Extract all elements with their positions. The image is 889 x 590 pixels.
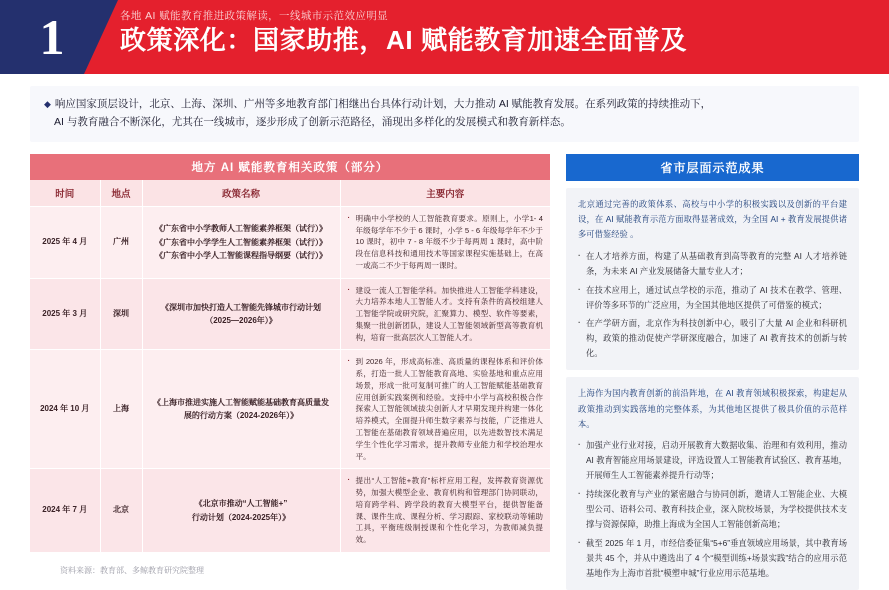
panel-card-item: · 持续深化教育与产业的紧密融合与协同创新，邀请人工智能企业、大模型公司、语料公司、教育科技企业，深入院校场景，为学校提供技术支撑与资源保障，助推上海成为全国人工智能创新高地； [578, 487, 847, 532]
intro-line-1 [44, 95, 843, 113]
cell-main-content [340, 278, 550, 350]
policy-name-line: 《广东省中小学教师人工智能素养框架（试行）》 [155, 224, 327, 234]
cell-main-content [340, 350, 550, 469]
cell-place: 北京 [100, 469, 142, 553]
policy-name-line: 展的行动方案（2024-2026年）》 [183, 411, 299, 421]
cell-policy-name [142, 350, 340, 469]
header-kicker: 各地 AI 赋能教育推进政策解读，一线城市示范效应明显 [120, 10, 389, 22]
slide-header [0, 0, 889, 74]
intro-callout [30, 86, 859, 142]
policy-name-line: 《深圳市加快打造人工智能先锋城市行动计划 [161, 302, 321, 312]
col-header-policy-name: 政策名称 [142, 180, 340, 207]
panel-card [566, 377, 859, 589]
page-title: 政策深化：国家助推，AI 赋能教育加速全面普及 [120, 25, 688, 55]
section-number: 1 [39, 9, 65, 65]
main-content-item: · 明确中小学校的人工智能教育要求。原则上，小学1- 4年级每学年不少于 6 课时，小学 5 - 6 年级每学年不少于 10 课时，初中 7 - 8 年级不少于每两周 1 课时，高中阶段在信息科技和通用技术等国家课程实施基础上，在高一或高二不少于每两周一课时。 [348, 213, 544, 272]
main-content-item: · 建设一流人工智能学科。加快推进人工智能学科建设，大力培养本地人工智能人才。支持有条件的高校组建人工智能学院或研究院，汇聚算力、模型、软件等要素，集聚一批创新团队，建设人工智能领域新型高等教育机构，培育一批高层次人工智能人才。 [348, 285, 544, 344]
content-columns [30, 154, 859, 590]
panel-card-item: · 截至 2025 年 1 月，市经信委征集“5+6”垂直领域应用场景，其中教育场景共 45 个，并从中遴选出了 4 个“模型训练+场景实践”结合的应用示范基地作为上海市首批“模塑申城”行业应用示范基地。 [578, 536, 847, 581]
panel-title: 省市层面示范成果 [566, 154, 859, 181]
panel-card [566, 188, 859, 370]
policy-table-body [30, 206, 550, 552]
policy-table [30, 180, 550, 553]
cell-policy-name [142, 206, 340, 278]
cell-time: 2024 年 10 月 [30, 350, 100, 469]
col-header-time: 时间 [30, 180, 100, 207]
table-row [30, 469, 550, 553]
policy-name-line: 《广东省中小学人工智能课程指导纲要（试行）》 [155, 250, 327, 260]
main-content-item: · 提出“人工智能+教育”标杆应用工程，发挥教育资源优势，加强大模型企业、教育机构和管理部门协同联动，培育跨学科、跨学段的教育大模型平台，提供智能备课、课件生成、课程分析、学习跟踪、家校联动等辅助工具，平衡班级制授课和个性化学习，为教师减负提效。 [348, 475, 544, 546]
cell-time: 2025 年 4 月 [30, 206, 100, 278]
table-row [30, 350, 550, 469]
intro-line-2: AI 与教育融合不断深化，尤其在一线城市，逐步形成了创新示范路径，涌现出多样化的发展模式和教育新样态。 [54, 116, 571, 129]
policy-name-line: 《北京市推动“人工智能+” [194, 499, 288, 509]
policy-name-line: 行动计划（2024-2025年）》 [191, 512, 291, 522]
panel-card-item: · 在产学研方面，北京作为科技创新中心，吸引了大量 AI 企业和科研机构，政策的推动促使产学研深度融合，加速了 AI 教育技术的创新与转化。 [578, 316, 847, 361]
cell-time: 2024 年 7 月 [30, 469, 100, 553]
cell-policy-name [142, 469, 340, 553]
panel-card-item: · 加强产业行业对接，启动开展教育大数据收集、治理和有效利用，推动 AI 教育智能应用场景建设，评选设置人工智能教育试验区、教育基地，开展师生人工智能素养提升行动等； [578, 438, 847, 483]
cell-main-content [340, 469, 550, 553]
panel-card-item: · 在人才培养方面，构建了从基础教育到高等教育的完整 AI 人才培养链条，为未来 AI 产业发展储备大量专业人才； [578, 249, 847, 279]
panel-card-lead: 上海作为国内教育创新的前沿阵地，在 AI 教育领域积极探索，构建起从政策推动到实践落地的完整体系，为其他地区提供了极具价值的示范样本。 [578, 388, 847, 429]
policy-name-line: 《上海市推进实施人工智能赋能基础教育高质量发 [153, 398, 329, 408]
policy-name-line: 《广东省中小学学生人工智能素养框架（试行）》 [155, 237, 327, 247]
cell-main-content [340, 206, 550, 278]
table-row [30, 206, 550, 278]
cell-policy-name [142, 278, 340, 350]
header-text-block [120, 8, 877, 55]
col-header-place: 地点 [100, 180, 142, 207]
panel-card-list [566, 188, 859, 590]
policy-table-column [30, 154, 550, 590]
table-header-row [30, 180, 550, 207]
source-note: 资料来源：教育部、多鲸教育研究院整理 [60, 565, 204, 575]
demo-results-column [566, 154, 859, 590]
col-header-main-content: 主要内容 [340, 180, 550, 207]
cell-place: 上海 [100, 350, 142, 469]
panel-card-lead: 北京通过完善的政策体系、高校与中小学的积极实践以及创新的平台建设，在 AI 赋能教育示范方面取得显著成效，为全国 AI + 教育发展提供诸多可借鉴经验 。 [578, 198, 847, 240]
panel-card-item: · 在技术应用上，通过试点学校的示范，推动了 AI 技术在教学、管理、评价等多环节的广泛应用，为全国其他地区提供了可借鉴的模式； [578, 283, 847, 313]
policy-name-line: （2025—2026年）》 [205, 315, 277, 325]
cell-place: 深圳 [100, 278, 142, 350]
cell-time: 2025 年 3 月 [30, 278, 100, 350]
cell-place: 广州 [100, 206, 142, 278]
diamond-bullet-icon: ◆ [44, 99, 51, 109]
policy-table-head [30, 180, 550, 207]
intro-line-1-text: 响应国家顶层设计，北京、上海、深圳、广州等多地教育部门相继出台具体行动计划，大力推动 AI 赋能教育发展。在系列政策的持续推动下， [54, 98, 712, 110]
table-row [30, 278, 550, 350]
main-content-item: · 到 2026 年，形成高标准、高质量的课程体系和评价体系，打造一批人工智能教育高地、实验基地和重点应用场景，形成一批可复制可推广的人工智能赋能基础教育应用创新实践案例和经验。支持中小学与高校积极合作探索人工智能领域拔尖创新人才早期发现并构建一体化培养模式，全面提升师生数字素养与技能，广泛推进人工智能在基础教育领域普遍应用，以先进数智技术满足学生个性化学习需求，提升教师专业能力和学校治理水平。 [348, 356, 544, 462]
policy-table-title: 地方 AI 赋能教育相关政策（部分） [30, 154, 550, 180]
